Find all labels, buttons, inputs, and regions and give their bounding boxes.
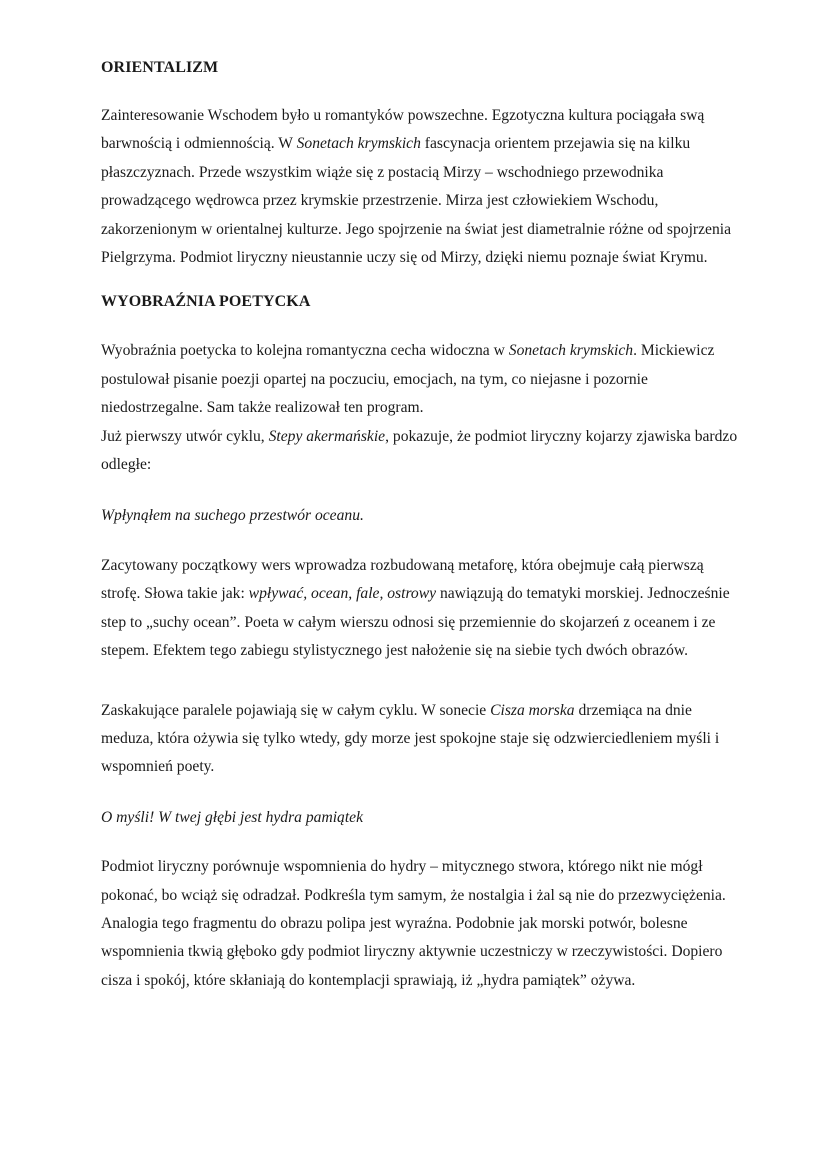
paragraph-orientalizm xyxy=(101,102,741,272)
heading-orientalizm: ORIENTALIZM xyxy=(101,59,219,76)
heading-wyobraznia: WYOBRAŹNIA POETYCKA xyxy=(101,293,311,311)
quote-hydra: O myśli! W twej głębi jest hydra pamiątek xyxy=(101,808,364,826)
text-run: nawiązują do tematyki morskiej. Jednocześnie step to „suchy ocean”. Poeta w całym wierszu odnosi się przemiennie do skojarzeń z oceanem i ze stepem. Efektem tego zabiegu stylistycznego jest nałożenie się na siebie tych dwóch obrazów. xyxy=(101,585,730,660)
text-run: . Mickiewicz postulował pisanie poezji opartej na poczuciu, emocjach, na tym, co niejasne i pozornie niedostrzegalne. Sam także realizował ten program. xyxy=(101,342,715,417)
italic-title: Sonetach krymskich xyxy=(508,342,634,360)
paragraph-metafora xyxy=(101,552,741,666)
paragraph-paralele xyxy=(101,697,741,782)
text-run: , pokazuje, że podmiot liryczny kojarzy zjawiska bardzo odległe: xyxy=(101,427,738,474)
paragraph-hydra: Podmiot liryczny porównuje wspomnienia do hydry – mitycznego stwora, którego nikt nie mógł pokonać, bo wciąż się odradzał. Podkreśla tym samym, że nostalgia i żal są nie do przezwyciężenia. Analogia tego fragmentu do obrazu polipa jest wyraźna. Podobnie jak morski potwór, bolesne wspomnienia tkwią głęboko gdy podmiot liryczny aktywnie uczestniczy w rzeczywistości. Dopiero cisza i spokój, które skłaniają do kontemplacji sprawiają, iż „hydra pamiątek” ożywa. xyxy=(101,858,726,989)
document-page xyxy=(101,52,741,995)
text-run: Zacytowany początkowy wers wprowadza rozbudowaną metaforę, która obejmuje całą pierwszą strofę. Słowa takie jak: xyxy=(101,556,704,603)
italic-words: wpływać, ocean, fale, ostrowy xyxy=(248,585,437,603)
paragraph-wyobraznia-intro xyxy=(101,337,741,479)
italic-title: Sonetach krymskich xyxy=(296,135,421,153)
text-run: Wyobraźnia poetycka to kolejna romantyczna cecha widoczna w xyxy=(101,342,509,360)
italic-title: Cisza morska xyxy=(490,701,575,719)
text-run: fascynacja orientem przejawia się na kilku płaszczyznach. Przede wszystkim wiąże się z postacią Mirzy – wschodniego przewodnika prowadzącego wędrowca przez krymskie przestrzenie. Mirza jest człowiekiem Wschodu, zakorzenionym w orientalnej kulturze. Jego spojrzenie na świat jest diametralnie różne od spojrzenia Pielgrzyma. Podmiot liryczny nieustannie uczy się od Mirzy, dzięki niemu poznaje świat Krymu. xyxy=(101,135,732,267)
text-run: drzemiąca na dnie meduza, która ożywia się tylko wtedy, gdy morze jest spokojne staje się odzwierciedleniem myśli i wspomnień poety. xyxy=(101,701,720,776)
text-run: Już pierwszy utwór cyklu, xyxy=(101,427,269,445)
text-run: Zainteresowanie Wschodem było u romantyków powszechne. Egzotyczna kultura pociągała swą barwnością i odmiennością. W xyxy=(101,107,705,153)
text-run: Zaskakujące paralele pojawiają się w całym cyklu. W sonecie xyxy=(101,701,491,719)
italic-title: Stepy akermańskie xyxy=(268,427,386,445)
quote-stepy: Wpłynąłem na suchego przestwór oceanu. xyxy=(101,507,364,525)
